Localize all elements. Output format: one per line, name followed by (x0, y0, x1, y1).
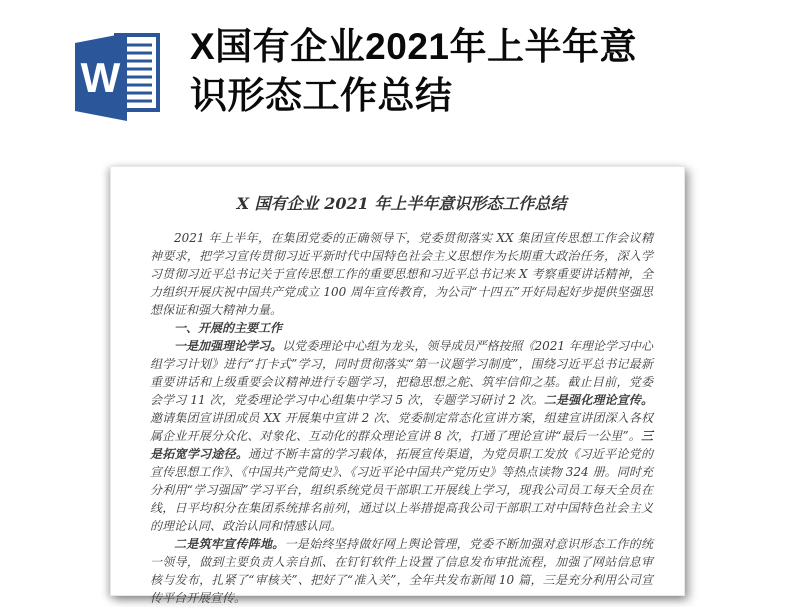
word-file-icon (74, 30, 162, 124)
text-run: 邀请集团宣讲团成员 XX 开展集中宣讲 2 次、党委制定常态化宣讲方案，组建宣讲团深入各权属企业开展分众化、对象化、互动化的群众理论宣讲 8 次，打通了理论宣讲“最后一公里”。 (150, 411, 653, 443)
bold-text-run: 三是拓宽学习途径。 (150, 429, 653, 461)
page-title: X国有企业2021年上半年意识形态工作总结 (190, 26, 637, 116)
text-run: 2021 年上半年，在集团党委的正确领导下，党委贯彻落实 XX 集团宣传思想工作会议精神要求，把学习宣传贯彻习近平新时代中国特色社会主义思想作为长期重大政治任务，深入学习贯彻习近平总书记关于宣传思想工作的重要思想和习近平总书记来 X 考察重要讲话精神，全力组织开展庆祝中国共产党成立 100 周年宣传教育，为公司“十四五”开好局起好步提供坚强思想保证和强大精神力量。 (150, 231, 653, 317)
bold-text-run: 二是筑牢宣传阵地。 (174, 537, 285, 551)
document-paragraph (150, 337, 653, 535)
document-title: X 国有企业 2021 年上半年意识形态工作总结 (236, 194, 567, 213)
text-run: 以党委理论中心组为龙头，领导成员严格按照《2021 年理论学习中心组学习计划》进行“打卡式”学习，同时贯彻落实“第一议题学习制度”，围绕习近平总书记最新重要讲话和上级重要会议精神进行专题学习，把稳思想之舵、筑牢信仰之基。截止目前，党委会学习 11 次，党委理论学习中心组集中学习 5 次，专题学习研讨 2 次。 (150, 339, 653, 407)
document-paragraph (150, 535, 653, 607)
word-icon-letter: W (80, 54, 121, 101)
bold-text-run: 一、开展的主要工作 (174, 321, 283, 335)
document-section-heading (150, 319, 653, 337)
text-run: 一是始终坚持做好网上舆论管理，党委不断加强对意识形态工作的统一领导，做到主要负责人亲自抓、在钉钉软件上设置了信息发布审批流程，加强了网站信息审核与发布，扎紧了“审核关”、把好了“准入关”，全年共发布新闻 10 篇，三是充分利用公司宣传平台开展宣传。 (150, 537, 653, 605)
header (0, 0, 800, 150)
bold-text-run: 一是加强理论学习。 (174, 339, 283, 353)
bold-text-run: 二是强化理论宣传。 (543, 393, 653, 407)
document-paragraph (150, 229, 653, 319)
document-preview-page[interactable] (110, 166, 685, 605)
document-body (150, 229, 653, 607)
text-run: 通过不断丰富的学习载体，拓展宣传渠道，为党员职工发放《习近平论党的宣传思想工作》、《中国共产党简史》、《习近平论中国共产党历史》等热点读物 324 册。同时充分利用“学习强国”学习平台，组织系统党员干部职工开展线上学习，现我公司员工每天全员在线，日平均积分在集团系统排名前列，通过以上举措提高我公司干部职工对中国特色社会主义的理论认同、政治认同和情感认同。 (150, 447, 653, 533)
